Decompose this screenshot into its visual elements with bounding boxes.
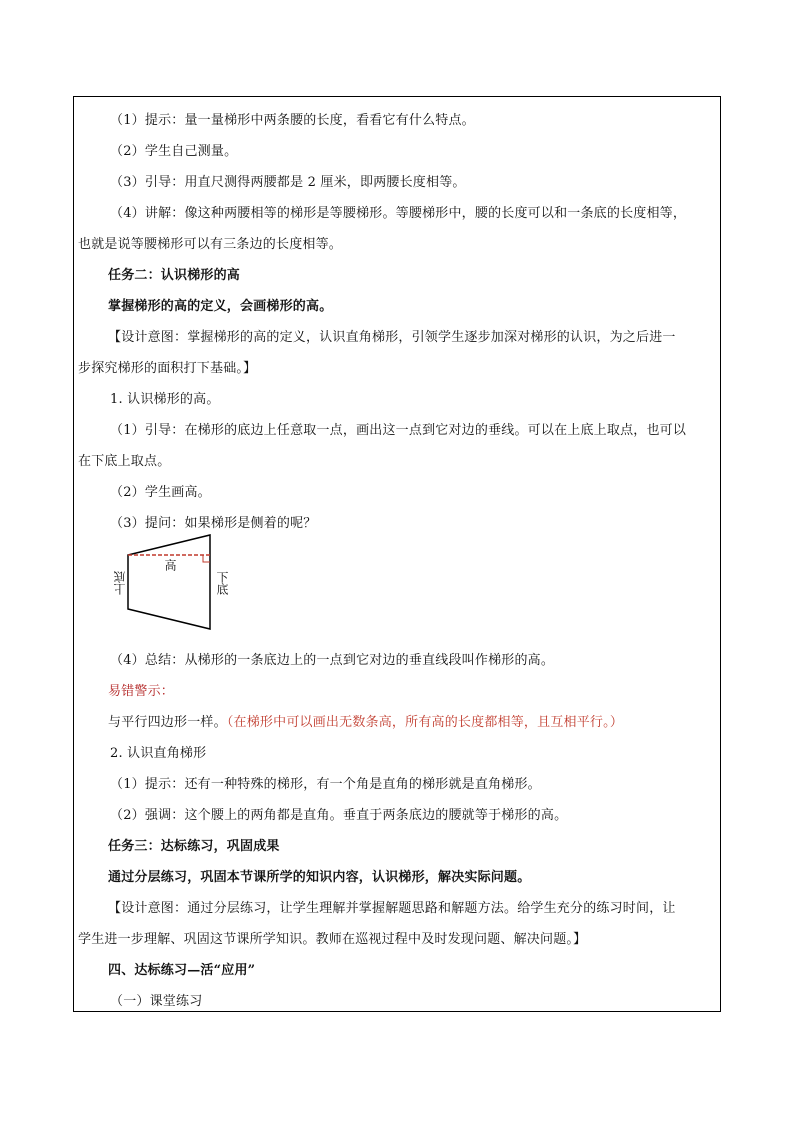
document-frame	[73, 96, 721, 1012]
design-intent-line: 步探究梯形的面积打下基础。】	[78, 361, 257, 376]
text-line: 在下底上取点。	[78, 454, 171, 469]
text-line: （3）提问：如果梯形是侧着的呢？	[110, 516, 317, 531]
text-line: （1）提示：量一量梯形中两条腰的长度，看看它有什么特点。	[110, 113, 475, 128]
right-angle-mark	[203, 555, 210, 562]
text-line: （2）学生画高。	[110, 485, 211, 500]
section-heading: 四、达标练习—活“应用”	[108, 963, 256, 978]
text-line: （一）课堂练习	[110, 994, 203, 1009]
text-line: （4）讲解：像这种两腰相等的梯形是等腰梯形。等腰梯形中，腰的长度可以和一条底的长度相等，	[110, 206, 687, 221]
section-heading: 任务三：达标练习，巩固成果	[108, 839, 280, 854]
design-intent-line: 学生进一步理解、巩固这节课所学知识。教师在巡视过程中及时发现问题、解决问题。】	[78, 932, 587, 947]
text-line: 也就是说等腰梯形可以有三条边的长度相等。	[78, 237, 343, 252]
text-line: （3）引导：用直尺测得两腰都是 2 厘米，即两腰长度相等。	[110, 175, 466, 190]
text-line: （4）总结：从梯形的一条底边上的一点到它对边的垂直线段叫作梯形的高。	[110, 653, 555, 668]
objective-text: 通过分层练习，巩固本节课所学的知识内容，认识梯形，解决实际问题。	[108, 870, 531, 885]
warning-lead: 与平行四边形一样。	[108, 715, 227, 730]
warning-answer: （在梯形中可以画出无数条高，所有高的长度都相等，且互相平行。）	[226, 715, 624, 730]
height-label: 高	[163, 559, 177, 571]
trapezoid-figure	[114, 531, 234, 641]
trapezoid-shape	[128, 535, 210, 629]
objective-text: 掌握梯形的高的定义，会画梯形的高。	[108, 299, 333, 314]
bottom-base-label: 下底	[215, 571, 229, 595]
top-base-label: 上底	[113, 571, 127, 595]
section-heading: 任务二：认识梯形的高	[108, 268, 241, 283]
text-line: 2. 认识直角梯形	[110, 746, 207, 761]
text-line: （1）提示：还有一种特殊的梯形，有一个角是直角的梯形就是直角梯形。	[110, 777, 541, 792]
text-line: （1）引导：在梯形的底边上任意取一点，画出这一点到它对边的垂线。可以在上底上取点，也可以	[110, 423, 687, 438]
warning-text	[108, 711, 623, 730]
text-line: 1. 认识梯形的高。	[110, 392, 220, 407]
design-intent-line: 【设计意图：掌握梯形的高的定义，认识直角梯形，引领学生逐步加深对梯形的认识，为之后进一	[108, 330, 676, 345]
warning-heading: 易错警示：	[108, 684, 175, 699]
text-line: （2）学生自己测量。	[110, 144, 238, 159]
text-line: （2）强调：这个腰上的两角都是直角。垂直于两条底边的腰就等于梯形的高。	[110, 808, 568, 823]
design-intent-line: 【设计意图：通过分层练习，让学生理解并掌握解题思路和解题方法。给学生充分的练习时间，让	[108, 901, 676, 916]
